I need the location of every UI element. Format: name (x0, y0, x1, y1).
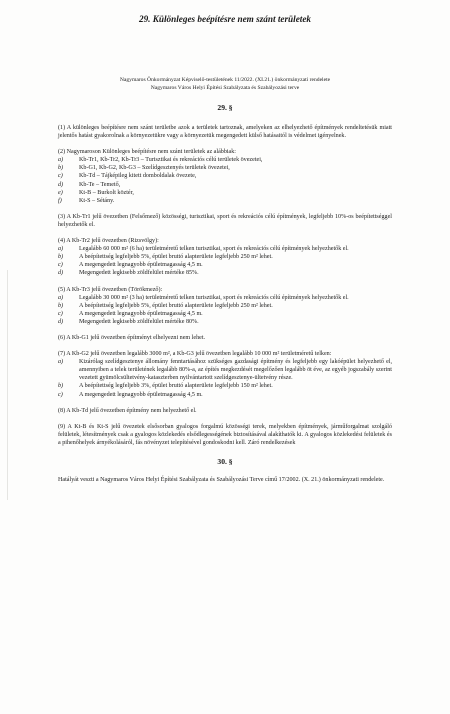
ordinance-line-2: Nagymaros Város Helyi Építési Szabályzata és Szabályozási terve (150, 85, 300, 91)
list-item: b) A beépítettség legfeljebb 5%, épület bruttó alapterülete legfeljebb 250 m² lehet. (58, 254, 273, 261)
list-item: a) Kizárólag szelídgesztenye állomány fenntartásához szükséges gazdasági építmény és legfeljebb egy lakóépület helyezhető el, amennyiben a telek területének legalább 80%-a, az építés megkezdését megelőzően legalább öt éve, az egyéb jogszabály szerint vezetett gyümölcsültetvény-kataszterben nyilvántartott szelídgesztenye-ültetvény része. (58, 359, 392, 382)
paragraph-9: (9) A Kt-B és Kt-S jelű övezetek elsősorban gyalogos forgalmú közösségi terek, melyekben építmények, járműforgalmat szolgáló felületek, létesítmények csak a gyalogos közlekedés elsődlegességének biztosításával alakíthatók ki. A gyalogos közlekedési felületek és a pihenőhelyek árnyékolásáról, fás növényzet telepítésével gondoskodni kell. Záró rendelkezések (58, 423, 392, 446)
paragraph-4-intro: (4) A Kb-Tr2 jelű övezetben (Rizsvölgy): (58, 238, 159, 245)
list-item: b) A beépítettség legfeljebb 5%, épület bruttó alapterülete legfeljebb 250 m² lehet. (58, 302, 273, 309)
list-item: d) Kb-Te – Temető, (58, 181, 121, 188)
paragraph-7-intro: (7) A Kb-G2 jelű övezetben legalább 3000 m², a Kb-G3 jelű övezetben legalább 10 000 m² területméretű telken: (58, 351, 332, 358)
paragraph-6: (6) A Kb-G1 jelű övezetben építményt elhelyezni nem lehet. (58, 334, 206, 341)
paragraph-8: (8) A Kb-Td jelű övezetben építmény nem helyezhető el. (58, 407, 197, 414)
list-item: d) Megengedett legkisebb zöldfelület mértéke 85%. (58, 270, 199, 277)
section-29-title: 29. § (217, 103, 233, 112)
closing-paragraph: Hatályát veszti a Nagymaros Város Helyi Építési Szabályzata és Szabályozási Terve című 17/2002. (X. 21.) önkormányzati rendelete. (58, 477, 385, 483)
list-item: a) Legalább 30 000 m² (3 ha) területméretű telken turisztikai, sport és rekreációs célú építmények helyezhetők el. (58, 294, 349, 301)
paragraph-5-intro: (5) A Kb-Tr3 jelű övezetben (Törökmező): (58, 286, 163, 293)
list-item: c) Kb-Td – Tájképileg kitett domboldalak övezete, (58, 173, 197, 180)
paragraph-2-intro: (2) Nagymaroson Különleges beépítésre nem szánt területek az alábbiak: (58, 149, 237, 156)
chapter-heading: 29. Különleges beépítésre nem szánt területek (138, 14, 311, 24)
list-item: a) Kb-Tr1, Kb-Tr2, Kb-Tr3 – Turisztikai és rekreációs célú területek övezetei, (58, 157, 263, 164)
list-item: c) A megengedett legnagyobb épületmagasság 4,5 m. (58, 391, 203, 398)
list-item: c) A megengedett legnagyobb épületmagasság 4,5 m. (58, 310, 203, 317)
paragraph-3: (3) A Kb-Tr1 jelű övezetben (Felsőmező) közösségi, turisztikai, sport és rekreációs célú építmények, legfeljebb 10%-os beépítettséggel helyezhetők el. (58, 213, 392, 228)
ordinance-reference (58, 76, 392, 92)
list-item: b) Kb-G1, Kb-G2, Kb-G3 – Szelídgesztenyés területek övezetei, (58, 165, 230, 172)
paragraph-1: (1) A különleges beépítésre nem szánt területbe azok a területek tartoznak, amelyeken az elhelyezhető építmények rendeltetésük miatt jelentős hatást gyakorolnak a környezetükre vagy a környezetük megengedett külső hatásaitól is védelmet igényelnek. (58, 125, 392, 140)
paragraph-7-list (58, 358, 392, 398)
list-item: a) Legalább 60 000 m² (6 ha) területméretű telken turisztikai, sport és rekreációs célú építmények helyezhetők el. (58, 246, 349, 253)
paragraph-5-list (58, 294, 392, 326)
paragraph-2-list (58, 156, 392, 205)
list-item: b) A beépítettség legfeljebb 3%, épület bruttó alapterülete legfeljebb 150 m² lehet. (58, 383, 273, 390)
list-item: c) A megengedett legnagyobb épületmagasság 4,5 m. (58, 262, 203, 269)
scan-margin-line (7, 270, 8, 500)
paragraph-4-list (58, 245, 392, 277)
ordinance-line-1: Nagymaros Önkormányzat Képviselő-testületének 11/2022. (XI.21.) önkormányzati rendelete (119, 77, 331, 83)
list-item: d) Megengedett legkisebb zöldfelület mértéke 80%. (58, 318, 199, 325)
section-30-title: 30. § (217, 457, 233, 466)
list-item: f) Kt-S – Sétány. (58, 197, 115, 204)
list-item: e) Kt-B – Burkolt köztér, (58, 189, 134, 196)
